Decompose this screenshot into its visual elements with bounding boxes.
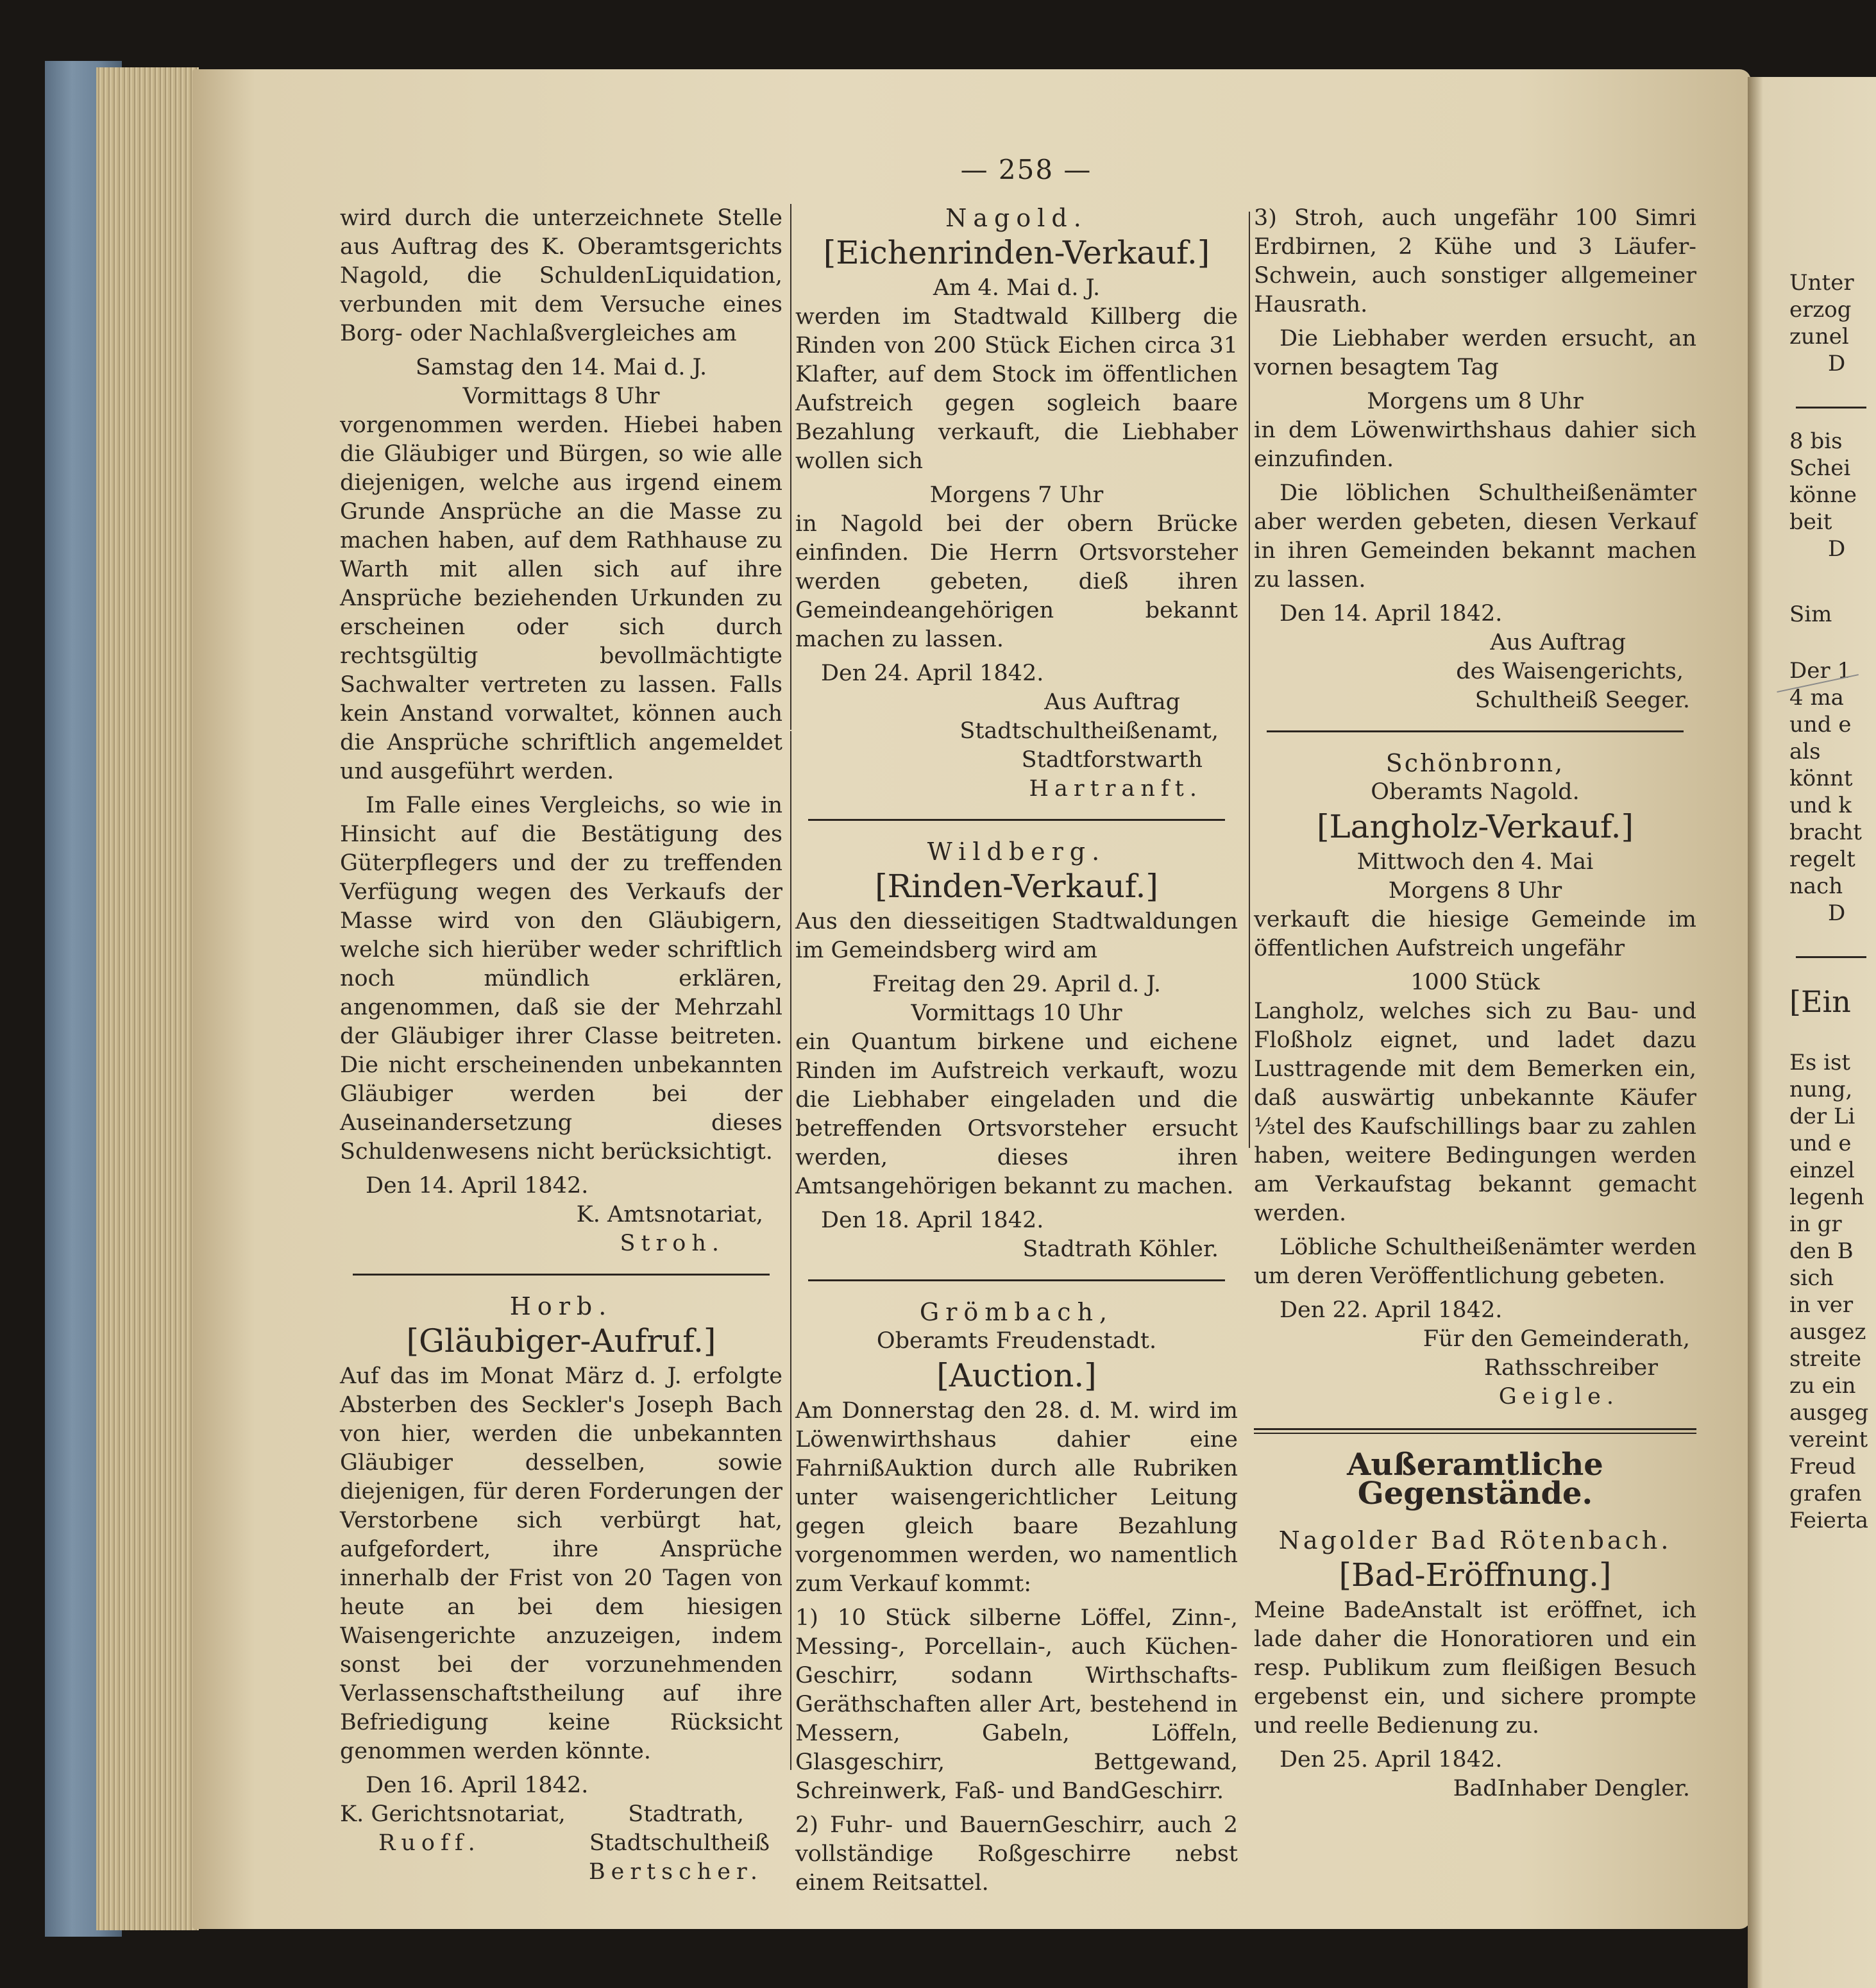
fragment-line: bracht bbox=[1789, 820, 1862, 845]
paragraph: ein Quantum birkene und eichene Rinden im Aufstreich verkauft, wozu die Liebhaber eingeladen und die betreffenden Ortsvorsteher ersucht werden, dieses ihren Amtsangehörigen bekannt zu machen. bbox=[795, 1029, 1238, 1199]
signature: des Waisengerichts, bbox=[1456, 659, 1684, 684]
signature: Aus Auftrag bbox=[1044, 689, 1180, 715]
fragment-line: D bbox=[1828, 536, 1846, 562]
time-line: Morgens um 8 Uhr bbox=[1367, 389, 1584, 414]
fragment-line: den B bbox=[1789, 1238, 1854, 1264]
notice-title: [Eichenrinden-Verkauf.] bbox=[823, 234, 1210, 271]
fragment-line: grafen bbox=[1789, 1481, 1862, 1506]
paragraph: Löbliche Schultheißenämter werden um deren Veröffentlichung gebeten. bbox=[1254, 1234, 1696, 1289]
dateline: Den 18. April 1842. bbox=[821, 1208, 1044, 1233]
column-1 bbox=[340, 204, 782, 1887]
separator-rule bbox=[1267, 730, 1684, 732]
time-line: Vormittags 8 Uhr bbox=[462, 383, 660, 409]
column-divider bbox=[790, 731, 791, 1770]
section-heading: Außeramtliche Gegenstände. bbox=[1347, 1447, 1603, 1512]
fragment-line: nach bbox=[1789, 873, 1843, 899]
signature: Rathsschreiber bbox=[1483, 1355, 1658, 1381]
separator-rule bbox=[1796, 956, 1866, 958]
signature-name: Bertscher. bbox=[588, 1859, 763, 1885]
fragment-line: könnt bbox=[1789, 766, 1853, 791]
signature: Stadtforstwarth bbox=[1021, 747, 1203, 773]
signature: Stadtrath Köhler. bbox=[1022, 1236, 1219, 1262]
date-line: Mittwoch den 4. Mai bbox=[1356, 849, 1594, 875]
signature: Stadtschultheißenamt, bbox=[959, 718, 1219, 744]
fragment-block bbox=[1789, 984, 1866, 1020]
fragment-line: und e bbox=[1789, 712, 1852, 737]
list-item: 2) Fuhr- und BauernGeschirr, auch 2 vollständige Roßgeschirre nebst einem Reitsattel. bbox=[795, 1812, 1238, 1896]
notice-title: [Langholz-Verkauf.] bbox=[1316, 808, 1634, 845]
place-heading: Schönbronn, bbox=[1385, 749, 1565, 777]
signature: Für den Gemeinderath, bbox=[1423, 1326, 1690, 1352]
double-separator-rule bbox=[1254, 1428, 1696, 1434]
paragraph: Die Liebhaber werden ersucht, an vornen besagtem Tag bbox=[1254, 326, 1696, 380]
fragment-line: 4 ma bbox=[1789, 685, 1844, 711]
fragment-line: Feierta bbox=[1789, 1508, 1869, 1533]
fragment-line: könne bbox=[1789, 482, 1857, 508]
fragment-line: legenh bbox=[1789, 1184, 1864, 1210]
column-2 bbox=[795, 204, 1238, 1903]
fragment-line: D bbox=[1828, 900, 1846, 926]
page-number: — 258 — bbox=[960, 154, 1092, 185]
signature-name: Hartranft. bbox=[1029, 776, 1203, 802]
fragment-line: [Ein bbox=[1789, 984, 1851, 1019]
place-subheading: Oberamts Freudenstadt. bbox=[876, 1328, 1157, 1354]
paragraph: Die löblichen Schultheißenämter aber werden gebeten, diesen Verkauf in ihren Gemeinden bekannt machen zu lassen. bbox=[1254, 480, 1696, 593]
fragment-line: der Li bbox=[1789, 1104, 1855, 1129]
notice-title: [Auction.] bbox=[936, 1357, 1097, 1394]
list-item: 3) Stroh, auch ungefähr 100 Simri Erdbirnen, 2 Kühe und 3 Läufer-Schwein, auch sonstiger allgemeiner Hausrath. bbox=[1254, 205, 1696, 317]
fragment-block bbox=[1789, 428, 1866, 562]
paragraph: in dem Löwenwirthshaus dahier sich einzufinden. bbox=[1254, 417, 1696, 472]
fragment-line: regelt bbox=[1789, 847, 1855, 872]
notice-title: [Rinden-Verkauf.] bbox=[875, 868, 1158, 905]
dateline: Den 16. April 1842. bbox=[366, 1773, 589, 1798]
fragment-line: Freud bbox=[1789, 1454, 1856, 1479]
place-heading: Wildberg. bbox=[927, 838, 1106, 866]
fragment-line: vereint bbox=[1789, 1427, 1868, 1453]
fragment-line: zunel bbox=[1789, 324, 1849, 350]
fragment-line: 8 bis bbox=[1789, 428, 1843, 454]
signature-row bbox=[340, 1800, 782, 1829]
paragraph: vorgenommen werden. Hiebei haben die Gläubiger und Bürgen, so wie alle diejenigen, welche aus irgend einem Grunde Ansprüche an die Masse zu machen haben, auf dem Rathhause zu Warth mit allen sich auf ihre Ansprüche beziehenden Urkunden zu erscheinen oder sich durch rechtsgültig bevollmächtigte Sachwalter vertreten zu lassen. Falls kein Anstand vorwaltet, können auch die Ansprüche schriftlich angemeldet und ausgeführt werden. bbox=[340, 412, 782, 784]
signature-name: Geigle. bbox=[1498, 1384, 1619, 1410]
fragment-line: beit bbox=[1789, 509, 1832, 535]
signature: Schultheiß Seeger. bbox=[1475, 687, 1690, 713]
signature: BadInhaber Dengler. bbox=[1453, 1776, 1690, 1801]
signature-row bbox=[340, 1829, 782, 1858]
place-heading: Grömbach, bbox=[919, 1298, 1114, 1326]
column-divider bbox=[790, 204, 791, 730]
paragraph: in Nagold bei der obern Brücke einfinden. Die Herrn Ortsvorsteher werden gebeten, dieß ihren Gemeindeangehörigen bekannt machen zu lassen. bbox=[795, 511, 1238, 652]
fragment-line: Unter bbox=[1789, 270, 1854, 296]
paragraph: Meine BadeAnstalt ist eröffnet, ich lade daher die Honoratioren und ein resp. Publikum zum fleißigen Besuch ergebenst ein, und sichere prompte und reelle Bedienung zu. bbox=[1254, 1597, 1696, 1739]
time-line: Vormittags 10 Uhr bbox=[911, 1000, 1122, 1026]
place-heading: Nagolder Bad Rötenbach. bbox=[1278, 1526, 1672, 1554]
paragraph: Aus den diesseitigen Stadtwaldungen im Gemeindsberg wird am bbox=[795, 909, 1238, 963]
fragment-line: zu ein bbox=[1789, 1373, 1856, 1399]
paragraph: werden im Stadtwald Killberg die Rinden von 200 Stück Eichen circa 31 Klafter, auf dem Stock im öffentlichen Aufstreich gegen sogleich baare Bezahlung verkauft, die Liebhaber wollen sich bbox=[795, 304, 1238, 474]
notice-title: [Gläubiger-Aufruf.] bbox=[406, 1322, 716, 1360]
fragment-line: Schei bbox=[1789, 455, 1851, 481]
signature: Stadtschultheiß bbox=[589, 1830, 770, 1856]
fragment-line: streite bbox=[1789, 1346, 1862, 1372]
time-line: Morgens 8 Uhr bbox=[1388, 878, 1562, 904]
quantity-line: 1000 Stück bbox=[1410, 970, 1540, 995]
fragment-block bbox=[1789, 657, 1866, 927]
place-subheading: Oberamts Nagold. bbox=[1371, 779, 1580, 805]
dateline: Den 25. April 1842. bbox=[1280, 1747, 1503, 1773]
fragment-block bbox=[1789, 1049, 1869, 1534]
place-heading: Horb. bbox=[509, 1292, 613, 1320]
fragment-line: und k bbox=[1789, 793, 1852, 818]
page-edges bbox=[96, 67, 199, 1930]
time-line: Morgens 7 Uhr bbox=[929, 482, 1104, 508]
fragment-line: nung, bbox=[1789, 1077, 1853, 1102]
fragment-line: in gr bbox=[1789, 1211, 1842, 1237]
fragment-line: einzel bbox=[1789, 1158, 1855, 1183]
separator-rule bbox=[808, 1279, 1225, 1281]
place-heading: Nagold. bbox=[945, 204, 1088, 232]
signature: K. Amtsnotariat, bbox=[576, 1202, 763, 1227]
date-line: Freitag den 29. April d. J. bbox=[872, 972, 1161, 997]
dateline: Den 24. April 1842. bbox=[821, 661, 1044, 686]
paragraph: Am Donnerstag den 28. d. M. wird im Löwenwirthshaus dahier eine FahrnißAuktion durch alle Rubriken unter waisengerichtlicher Leitung gegen gleich baare Bezahlung vorgenommen werden, wo namentlich zum Verkauf kommt: bbox=[795, 1398, 1238, 1597]
dateline: Den 14. April 1842. bbox=[366, 1173, 589, 1199]
signature-name: Stroh. bbox=[620, 1231, 725, 1256]
list-item: 1) 10 Stück silberne Löffel, Zinn-, Messing-, Porcellain-, auch Küchen-Geschirr, sodann Wirthschafts-Geräthschaften aller Art, bestehend in Messern, Gabeln, Löffeln, Glasgeschirr, Bettgewand, Schreinwerk, Faß- und BandGeschirr. bbox=[795, 1605, 1238, 1804]
fragment-line: erzog bbox=[1789, 297, 1852, 323]
paragraph: Im Falle eines Vergleichs, so wie in Hinsicht auf die Bestätigung des Güterpflegers und der zu treffenden Verfügung wegen des Verkaufs der Masse wird von den Gläubigern, welche sich hierüber weder schriftlich noch mündlich erklären, angenommen, daß sie der Mehrzahl der Gläubiger ihrer Classe beitreten. Die nicht erscheinenden unbekannten Gläubiger werden bei der Auseinandersetzung dieses Schuldenwesens nicht berücksichtigt. bbox=[340, 793, 782, 1165]
signature-name: Ruoff. bbox=[378, 1830, 481, 1856]
fragment-line: Der 1 bbox=[1789, 658, 1852, 684]
separator-rule bbox=[1796, 407, 1866, 409]
paragraph: verkauft die hiesige Gemeinde im öffentlichen Aufstreich ungefähr bbox=[1254, 907, 1696, 961]
fragment-line: Sim bbox=[1789, 602, 1832, 627]
fragment-line: ausgez bbox=[1789, 1319, 1866, 1345]
facing-page-fragments bbox=[1789, 269, 1869, 1534]
separator-rule bbox=[353, 1274, 770, 1276]
fragment-line: Es ist bbox=[1789, 1050, 1851, 1075]
notice-title: [Bad-Eröffnung.] bbox=[1339, 1556, 1612, 1594]
date-line: Samstag den 14. Mai d. J. bbox=[415, 355, 707, 380]
fragment-line: und e bbox=[1789, 1131, 1852, 1156]
dateline: Den 22. April 1842. bbox=[1280, 1297, 1503, 1323]
column-3 bbox=[1254, 204, 1696, 1803]
signature: Aus Auftrag bbox=[1490, 630, 1626, 655]
separator-rule bbox=[808, 819, 1225, 821]
paragraph: Langholz, welches sich zu Bau- und Floßholz eignet, und ladet dazu Lusttragende mit dem Bemerken ein, daß auswärtig unbekannte Käufer ⅓tel des Kaufschillings baar zu zahlen haben, weitere Bedingungen werden am Verkaufstag bekannt gemacht werden. bbox=[1254, 998, 1696, 1226]
dateline: Den 14. April 1842. bbox=[1280, 601, 1503, 627]
paragraph: Auf das im Monat März d. J. erfolgte Absterben des Seckler's Joseph Bach von hier, werden die unbekannten Gläubiger desselben, sowie diejenigen, für deren Forderungen der Verstorbene sich verbürgt hat, aufgefordert, ihre Ansprüche innerhalb der Frist von 20 Tagen von heute an bei dem hiesigen Waisengerichte anzuzeigen, indem sonst bei der vorzunehmenden Verlassenschaftstheilung auf ihre Befriedigung keine Rücksicht genommen werden könnte. bbox=[340, 1363, 782, 1764]
paragraph: wird durch die unterzeichnete Stelle aus Auftrag des K. Oberamtsgerichts Nagold, die SchuldenLiquidation, verbunden mit dem Versuche eines Borg- oder Nachlaßvergleiches am bbox=[340, 205, 782, 346]
fragment-block bbox=[1789, 269, 1866, 377]
fragment-line: sich bbox=[1789, 1265, 1834, 1291]
fragment-block bbox=[1789, 601, 1866, 628]
fragment-line: D bbox=[1828, 351, 1846, 376]
fragment-line: als bbox=[1789, 739, 1821, 764]
column-divider bbox=[1249, 212, 1250, 1148]
fragment-line: ausgeg bbox=[1789, 1400, 1869, 1426]
fragment-line: in ver bbox=[1789, 1292, 1854, 1318]
date-line: Am 4. Mai d. J. bbox=[933, 275, 1101, 301]
signature: Stadtrath, bbox=[628, 1801, 744, 1827]
signature: K. Gerichtsnotariat, bbox=[340, 1801, 566, 1827]
